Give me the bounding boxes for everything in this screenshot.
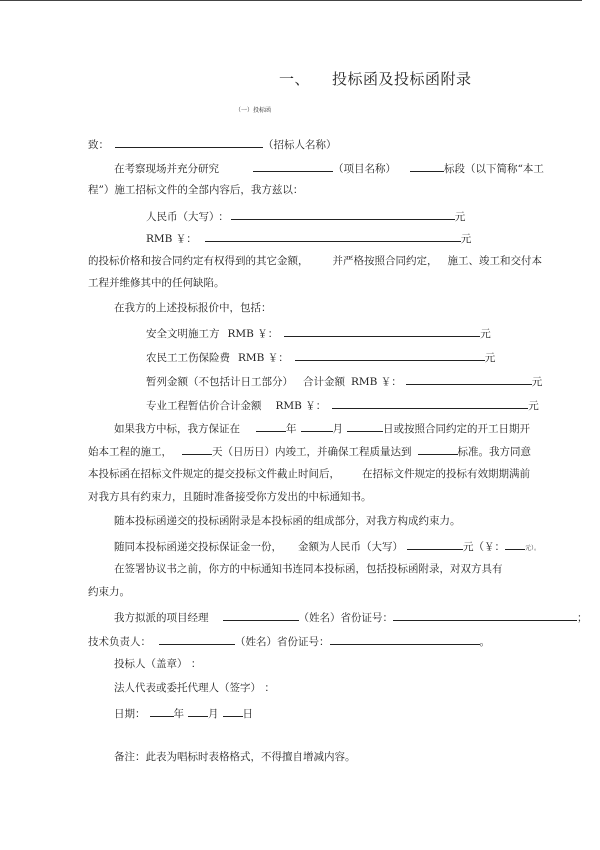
footnote: 备注：此表为唱标时表格格式，不得擅自增减内容。 <box>114 751 356 763</box>
rmb-symbol-unit: 元 <box>460 233 472 245</box>
p6-text-c: 元（￥： <box>463 541 505 553</box>
section-title: 投标函及投标函附录 <box>332 70 472 88</box>
p2-text-c: 施工、竣工和交付本 <box>447 255 542 267</box>
deposit-upper-field[interactable] <box>407 538 463 550</box>
para-1-line-2: 程”）施工招标文件的全部内容后，我方兹以： <box>88 184 304 196</box>
project-manager-line <box>114 609 588 625</box>
para-7-line-2: 约束力。 <box>88 586 130 598</box>
tech-lead-line <box>88 633 490 649</box>
para-6 <box>114 538 540 556</box>
p6-text-b: 金额为人民币（大写） <box>298 541 403 553</box>
para-3: 在我方的上述投标报价中，包括： <box>114 302 272 314</box>
addressee-suffix: （招标人名称） <box>263 139 337 151</box>
p4-text-f: 本投标函在招标文件规定的提交投标文件截止时间后， <box>88 468 340 480</box>
rmb-upper-line <box>146 208 465 224</box>
p4-text-g: 在招标文件规定的投标有效期期满前 <box>362 468 530 480</box>
pm-end: ； <box>577 612 588 624</box>
p2-text-b: 并严格按照合同约定， <box>332 255 438 267</box>
rmb-symbol-line <box>146 230 471 246</box>
date-month: 月 <box>208 708 219 720</box>
bidder-seal: 投标人（盖章） ： <box>114 658 202 670</box>
pm-id-field[interactable] <box>393 609 577 621</box>
tech-name-field[interactable] <box>159 633 235 645</box>
date-day: 日 <box>242 708 253 720</box>
p4-text-e: 标准。我方同意 <box>457 446 531 458</box>
safety-unit: 元 <box>480 328 491 340</box>
para-2-line-2: 工程并维修其中的任何缺陷。 <box>88 277 225 289</box>
safety-label: 安全文明施工方 <box>146 328 220 340</box>
item-provisional <box>146 373 542 389</box>
item-specialty <box>146 397 539 413</box>
para-4-line-4: 对我方具有约束力，且随时准备接受你方发出的中标通知书。 <box>88 491 372 503</box>
date-year-field[interactable] <box>150 705 174 717</box>
pm-label: 我方拟派的项目经理 <box>114 612 209 624</box>
date-day-field[interactable] <box>223 705 243 717</box>
para-2-line-1 <box>88 254 542 268</box>
provisional-label: 暂列金额（不包括计日工部分） <box>146 376 293 388</box>
date-label: 日期： <box>114 708 146 720</box>
section-heading <box>279 72 472 86</box>
addressee-prefix: 致： <box>88 139 109 151</box>
p4-text-c: 始本工程的施工， <box>88 446 172 458</box>
safety-amount-field[interactable] <box>284 325 480 337</box>
rmb-symbol-label: RMB ￥： <box>146 233 197 245</box>
rmb-upper-field[interactable] <box>231 208 455 220</box>
top-rule <box>0 0 582 1</box>
project-name-field[interactable] <box>253 160 333 172</box>
p1-text-c: 标段（以下简称“本工 <box>444 163 544 175</box>
section-number: 一、 <box>279 70 311 88</box>
section-field[interactable] <box>410 160 444 172</box>
p6-text-a: 随同本投标函递交投标保证金一份， <box>114 541 282 553</box>
para-1-line-1 <box>114 160 544 176</box>
para-7-line-1: 在签署协议书之前，你方的中标通知书连同本投标函，包括投标函附录，对双方具有 <box>114 563 503 575</box>
specialty-rmb: RMB ￥： <box>275 400 327 412</box>
injury-amount-field[interactable] <box>295 349 485 361</box>
start-year-field[interactable] <box>256 420 286 432</box>
p1-text-a: 在考察现场并充分研究 <box>114 163 219 175</box>
legal-representative: 法人代表或委托代理人（签字） ： <box>114 682 275 694</box>
rmb-upper-colon: ： <box>218 211 229 223</box>
deposit-amount-field[interactable] <box>505 538 525 550</box>
item-injury <box>146 349 495 365</box>
para-4-line-3 <box>88 467 530 481</box>
quality-standard-field[interactable] <box>418 443 458 455</box>
safety-rmb: RMB ￥： <box>227 328 279 340</box>
item-safety <box>146 325 491 341</box>
injury-unit: 元 <box>484 352 496 364</box>
p4-text-b: 日或按照合同约定的开工日期开 <box>383 423 530 435</box>
rmb-upper-label: 人民币（大写） <box>146 211 215 223</box>
para-5: 随本投标函递交的投标函附录是本投标函的组成部分，对我方构成约束力。 <box>114 515 461 527</box>
specialty-label: 专业工程暂估价合计金额 <box>146 400 262 412</box>
sub-heading: （一）投标函 <box>235 107 272 114</box>
pm-name-field[interactable] <box>223 609 299 621</box>
provisional-amount-field[interactable] <box>406 373 532 385</box>
duration-days-field[interactable] <box>182 443 212 455</box>
p1-text-b: （项目名称） <box>333 163 396 175</box>
p4-text-d: 天（日历日）内竣工，并确保工程质量达到 <box>212 446 412 458</box>
tenderer-name-field[interactable] <box>115 136 263 148</box>
p6-text-d: 元）。 <box>525 545 541 552</box>
p4-text-a: 如果我方中标，我方保证在 <box>114 423 240 435</box>
specialty-unit: 元 <box>528 400 539 412</box>
p2-text-a: 的投标价格和按合同约定有权得到的其它金额， <box>88 255 309 267</box>
tech-label: 技术负责人： <box>88 636 151 648</box>
p4-month: 月 <box>332 423 343 435</box>
tech-id-field[interactable] <box>330 633 480 645</box>
tech-id-label: （姓名）省份证号： <box>235 636 330 648</box>
injury-rmb: RMB ￥： <box>238 352 289 364</box>
start-day-field[interactable] <box>347 420 383 432</box>
provisional-rmb: RMB ￥： <box>351 376 402 388</box>
start-month-field[interactable] <box>301 420 333 432</box>
date-month-field[interactable] <box>188 705 208 717</box>
provisional-unit: 元 <box>531 376 543 388</box>
date-line <box>114 705 253 721</box>
addressee-line <box>88 136 337 152</box>
rmb-upper-unit: 元 <box>454 211 466 223</box>
tech-end: 。 <box>479 636 490 648</box>
para-4-line-1 <box>114 420 530 436</box>
pm-id-label: （姓名）省份证号： <box>298 612 393 624</box>
p4-year: 年 <box>286 423 297 435</box>
injury-label: 农民工工伤保险费 <box>146 352 230 364</box>
provisional-total: 合计金额 <box>303 376 345 388</box>
specialty-amount-field[interactable] <box>332 397 528 409</box>
date-year: 年 <box>173 708 184 720</box>
para-4-line-2 <box>88 443 531 459</box>
rmb-amount-field[interactable] <box>205 230 461 242</box>
